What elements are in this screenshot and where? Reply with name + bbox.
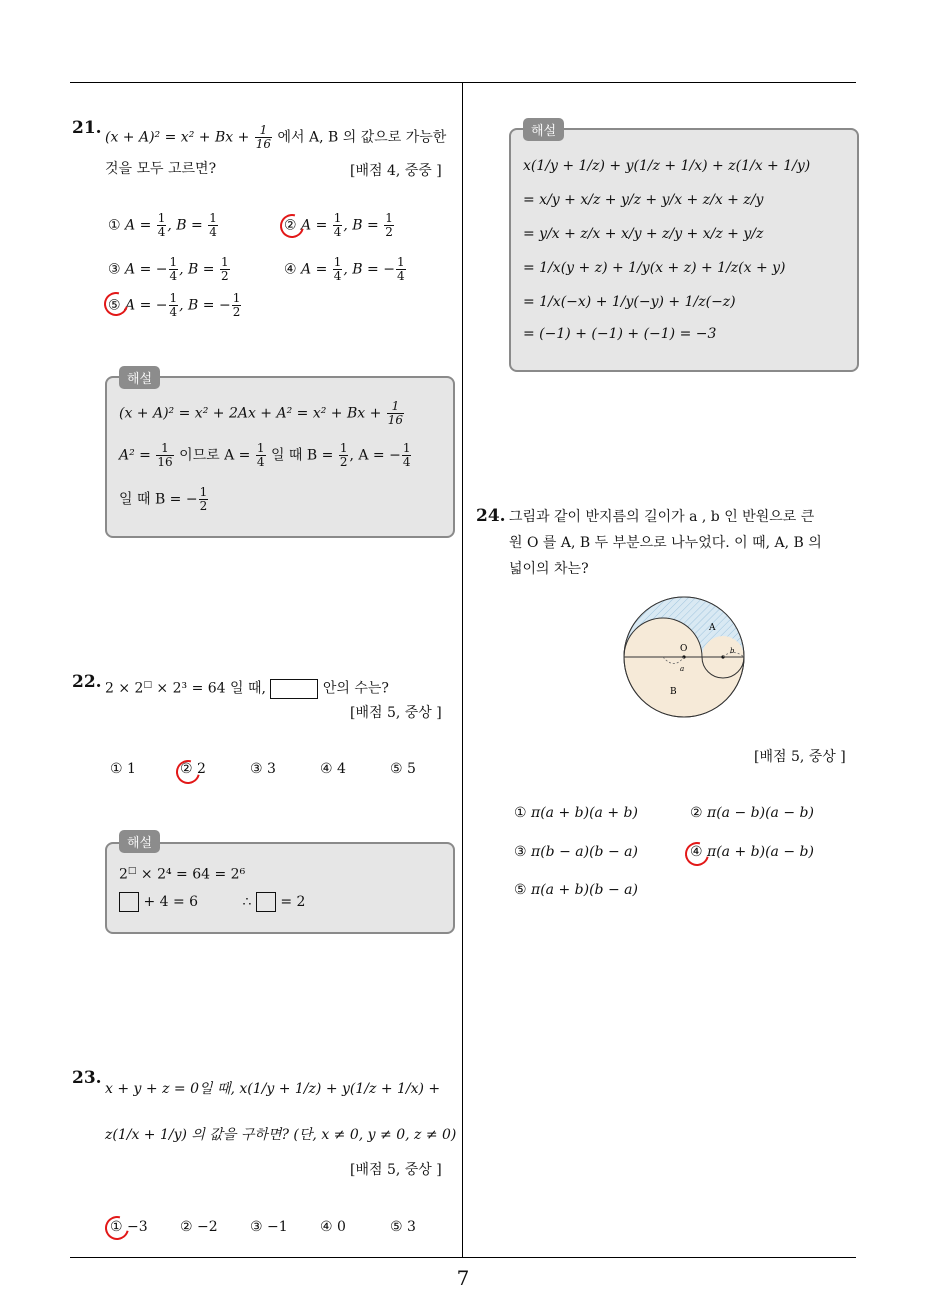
q23-sol-line3: = y/x + z/x + x/y + z/y + x/z + y/z <box>523 226 764 242</box>
q22-sol-line1: 2□ × 2⁴ = 64 = 2⁶ <box>119 866 246 883</box>
q23-sol-line4: = 1/x(y + z) + 1/y(x + z) + 1/z(x + y) <box>523 260 786 276</box>
q22-option-5[interactable]: ⑤ 5 <box>390 761 416 777</box>
q22-stem: 2 × 2□ × 2³ = 64 일 때, 안의 수는? <box>105 680 389 697</box>
q22-option-3[interactable]: ③ 3 <box>250 761 276 777</box>
q21-option-4[interactable]: ④ A = $\frac{1}{4}$ , B = − $\frac{1}{4}$ <box>284 255 405 283</box>
q24-option-2[interactable]: ② π(a − b)(a − b) <box>690 805 814 821</box>
q22-solution-tag: 해설 <box>119 830 160 853</box>
q23-sol-line1: x(1/y + 1/z) + y(1/z + 1/x) + z(1/x + 1/y) <box>523 158 811 174</box>
q21-sol-line3: 일 때 B = − $\frac{1}{2}$ <box>119 485 208 513</box>
page-number: 7 <box>456 1266 470 1290</box>
q22-option-4[interactable]: ④ 4 <box>320 761 346 777</box>
q23-option-3[interactable]: ③ −1 <box>250 1219 288 1235</box>
q24-number: 24. <box>476 506 506 526</box>
q23-option-4[interactable]: ④ 0 <box>320 1219 346 1235</box>
q21-stem-line2: 것을 모두 고르면? <box>105 161 217 177</box>
q24-stem-line1: 그림과 같이 반지름의 길이가 a , b 인 반원으로 큰 <box>509 509 815 525</box>
q24-option-1[interactable]: ① π(a + b)(a + b) <box>514 805 638 821</box>
q22-solution-box <box>105 842 455 934</box>
q21-sol-line2: A² = $\frac{1}{16}$ 이므로 A = $\frac{1}{4}$ 일 때 B = $\frac{1}{2}$ , A = − $\frac{1}{4}$ <box>119 441 411 469</box>
q24-stem-line3: 넓이의 차는? <box>509 561 589 577</box>
q21-number: 21. <box>72 118 102 138</box>
q24-option-4[interactable]: ④ π(a + b)(a − b) <box>690 844 814 860</box>
q21-sol-line1: (x + A)² = x² + 2Ax + A² = x² + Bx + $\frac{1}{16}$ <box>119 399 404 427</box>
q21-option-2[interactable]: ② A = $\frac{1}{4}$ , B = $\frac{1}{2}$ <box>284 211 393 239</box>
q22-sol-line2: + 4 = 6 ∴ = 2 <box>119 892 305 912</box>
q24-option-5[interactable]: ⑤ π(a + b)(b − a) <box>514 882 638 898</box>
top-rule <box>70 82 856 83</box>
answer-blank-box <box>270 679 318 699</box>
q23-sol-line2: = x/y + x/z + y/z + y/x + z/x + z/y <box>523 192 764 208</box>
figure-label-b: b <box>730 647 735 655</box>
column-divider <box>462 83 463 1257</box>
q21-option-3[interactable]: ③ A = − $\frac{1}{4}$ , B = $\frac{1}{2}$ <box>108 255 229 283</box>
q23-score: [배점 5, 중상 ] <box>350 1162 442 1178</box>
q21-option-1[interactable]: ① A = $\frac{1}{4}$ , B = $\frac{1}{4}$ <box>108 211 217 239</box>
answer-mark-q24-4 <box>681 838 714 871</box>
q22-number: 22. <box>72 672 102 692</box>
q23-sol-line6: = (−1) + (−1) + (−1) = −3 <box>523 326 717 342</box>
q23-solution-tag: 해설 <box>523 118 564 141</box>
q21-stem-line1: (x + A)² = x² + Bx + $\frac{1}{16}$ 에서 A, B 의 값으로 가능한 <box>105 123 447 151</box>
q24-score: [배점 5, 중상 ] <box>754 749 846 765</box>
q23-stem-line1: x + y + z = 0일 때, x(1/y + 1/z) + y(1/z + 1/x) + <box>105 1081 441 1097</box>
q23-sol-line5: = 1/x(−x) + 1/y(−y) + 1/z(−z) <box>523 294 736 310</box>
q23-number: 23. <box>72 1068 102 1088</box>
q22-option-2[interactable]: ② 2 <box>180 761 206 777</box>
answer-mark-q23-1 <box>101 1212 134 1245</box>
q21-option-5[interactable]: ⑤ A = − $\frac{1}{4}$ , B = − $\frac{1}{2}$ <box>108 291 241 319</box>
q23-stem-line2: z(1/x + 1/y) 의 값을 구하면? (단, x ≠ 0, y ≠ 0, z ≠ 0) <box>105 1127 457 1143</box>
q23-option-5[interactable]: ⑤ 3 <box>390 1219 416 1235</box>
q23-option-2[interactable]: ② −2 <box>180 1219 218 1235</box>
q21-score: [배점 4, 중중 ] <box>350 163 442 179</box>
figure-label-a-region: A <box>709 623 716 633</box>
figure-label-b-region: B <box>670 687 677 697</box>
q21-solution-box <box>105 376 455 538</box>
q24-figure <box>616 592 756 724</box>
figure-label-a: a <box>680 665 685 673</box>
q24-option-3[interactable]: ③ π(b − a)(b − a) <box>514 844 638 860</box>
bottom-rule <box>70 1257 856 1258</box>
q23-solution-box <box>509 128 859 372</box>
q22-score: [배점 5, 중상 ] <box>350 705 442 721</box>
q24-stem-line2: 원 O 를 A, B 두 부분으로 나누었다. 이 때, A, B 의 <box>509 535 822 551</box>
q21-solution-tag: 해설 <box>119 366 160 389</box>
q23-option-1[interactable]: ① −3 <box>110 1219 148 1235</box>
figure-label-o: O <box>680 644 688 654</box>
q22-option-1[interactable]: ① 1 <box>110 761 136 777</box>
